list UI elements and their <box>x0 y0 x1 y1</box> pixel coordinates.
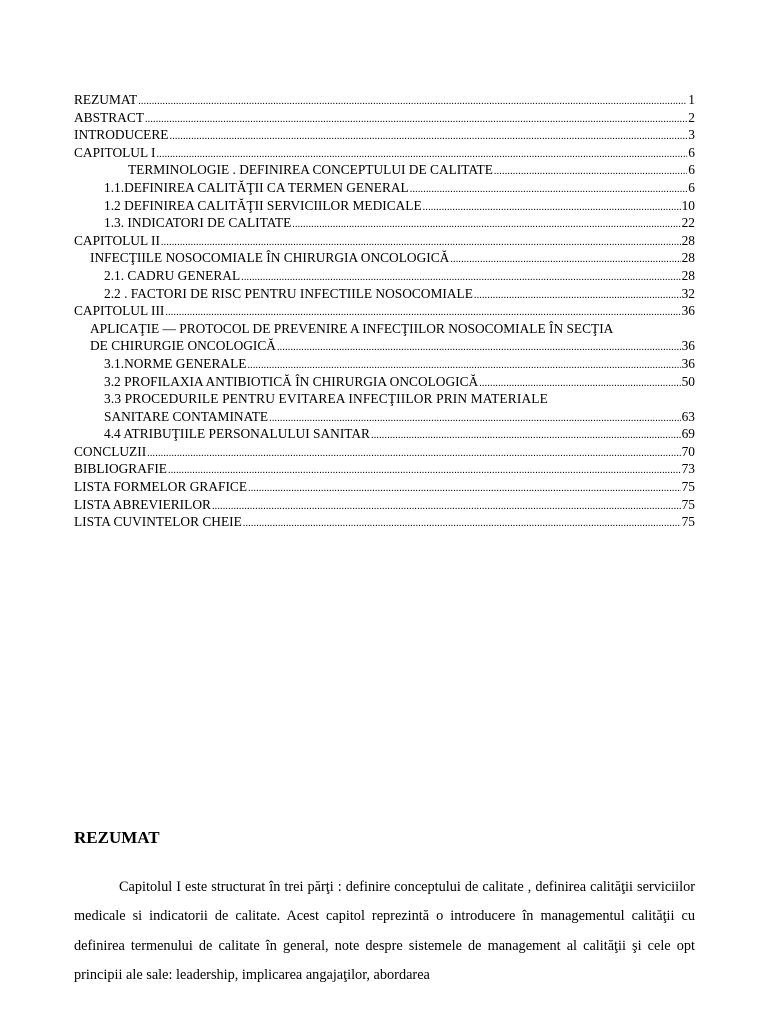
toc-entry-title: 2.1. CADRU GENERAL <box>104 267 241 283</box>
toc-entry[interactable] <box>74 302 695 320</box>
toc-entry-title: 1.3. INDICATORI DE CALITATE <box>104 215 292 231</box>
toc-entry-title: 4.4 ATRIBUŢIILE PERSONALULUI SANITAR <box>104 426 370 442</box>
toc-entry[interactable] <box>74 513 695 531</box>
toc-entry[interactable] <box>74 109 695 127</box>
toc-group-mid <box>74 355 695 390</box>
toc-entry-title: BIBLIOGRAFIE <box>74 461 167 477</box>
toc-entry-page: 63 <box>681 408 695 424</box>
dot-leader <box>494 163 687 181</box>
toc-entry-page: 50 <box>681 373 695 389</box>
toc-entry-page: 75 <box>681 496 695 512</box>
body-paragraph: Capitolul I este structurat în trei părţi : definire conceptului de calitate , definirea calităţii serviciilor medicale si indicatorii de calitate. Acest capitol reprezintă o introducere în managementul calităţii cu definirea termenului de calitate în general, note despre sistemele de management al calităţii şi cele opt principii ale sale: leadership, implicarea angajaţilor, abordarea <box>74 879 695 983</box>
toc-entry-title: CAPITOLUL II <box>74 232 160 248</box>
toc-entry[interactable] <box>74 214 695 232</box>
toc-entry-page: 10 <box>681 197 695 213</box>
toc-entry[interactable] <box>74 355 695 373</box>
toc-entry-title: INFECŢIILE NOSOCOMIALE ÎN CHIRURGIA ONCOLOGICĂ <box>90 250 450 266</box>
toc-entry-page: 6 <box>688 144 695 160</box>
dot-leader <box>145 111 687 129</box>
dot-leader <box>292 216 680 234</box>
table-of-contents <box>74 91 695 531</box>
toc-entry[interactable] <box>74 91 695 109</box>
toc-entry-title: ABSTRACT <box>74 109 144 125</box>
dot-leader <box>371 427 681 445</box>
toc-entry-title: SANITARE CONTAMINATE <box>104 408 269 424</box>
toc-entry-page: 6 <box>688 162 695 178</box>
toc-entry-title: 3.2 PROFILAXIA ANTIBIOTICĂ ÎN CHIRURGIA ONCOLOGICĂ <box>104 373 479 389</box>
dot-leader <box>423 199 681 217</box>
toc-entry[interactable] <box>74 443 695 461</box>
toc-entry-page: 73 <box>681 461 695 477</box>
toc-entry[interactable] <box>74 144 695 162</box>
toc-entry-line: 3.3 PROCEDURILE PENTRU EVITAREA INFECŢIILOR PRIN MATERIALE <box>104 391 548 407</box>
toc-entry-line: APLICAŢIE — PROTOCOL DE PREVENIRE A INFECŢIILOR NOSOCOMIALE ÎN SECŢIA <box>90 320 614 336</box>
dot-leader <box>248 480 681 498</box>
toc-entry-title: REZUMAT <box>74 92 138 107</box>
toc-entry-title: LISTA CUVINTELOR CHEIE <box>74 514 242 530</box>
dot-leader <box>169 128 687 146</box>
toc-entry-page: 69 <box>681 426 695 442</box>
toc-entry-page: 36 <box>681 338 695 354</box>
toc-entry-page: 75 <box>681 514 695 530</box>
toc-group-end <box>74 425 695 531</box>
toc-entry-page: 22 <box>681 215 695 231</box>
dot-leader <box>147 445 680 463</box>
toc-entry-title: 1.1.DEFINIREA CALITĂŢII CA TERMEN GENERAL <box>104 179 409 195</box>
toc-entry-3-3[interactable] <box>74 390 695 425</box>
toc-entry-line <box>104 408 695 426</box>
toc-entry-page: 6 <box>688 179 695 195</box>
toc-entry[interactable] <box>74 285 695 303</box>
toc-entry-title: CAPITOLUL III <box>74 303 165 319</box>
toc-entry[interactable] <box>74 179 695 197</box>
toc-entry[interactable] <box>74 197 695 215</box>
toc-entry[interactable] <box>74 496 695 514</box>
toc-entry-page: 1 <box>688 92 695 107</box>
toc-entry-title: LISTA ABREVIERILOR <box>74 496 211 512</box>
dot-leader <box>277 339 681 357</box>
dot-leader <box>243 515 681 533</box>
toc-entry-page: 36 <box>681 303 695 319</box>
toc-entry-title: CONCLUZII <box>74 443 147 459</box>
toc-entry[interactable] <box>74 425 695 443</box>
toc-group-main <box>74 91 695 320</box>
toc-entry-page: 28 <box>681 267 695 283</box>
toc-entry-title: CAPITOLUL I <box>74 144 156 160</box>
toc-entry[interactable] <box>74 249 695 267</box>
toc-entry-page: 3 <box>688 127 695 143</box>
toc-entry-title: TERMINOLOGIE . DEFINIREA CONCEPTULUI DE CALITATE <box>128 162 493 178</box>
dot-leader <box>410 181 688 199</box>
toc-entry[interactable] <box>74 478 695 496</box>
toc-entry-page: 32 <box>681 285 695 301</box>
dot-leader <box>474 287 681 305</box>
toc-entry-page: 70 <box>681 443 695 459</box>
dot-leader <box>450 251 680 269</box>
toc-entry[interactable] <box>74 126 695 144</box>
toc-entry-page: 75 <box>681 479 695 495</box>
toc-entry-page: 28 <box>681 250 695 266</box>
toc-entry-capitol-iii-title[interactable] <box>74 320 695 355</box>
toc-entry-page: 2 <box>688 109 695 125</box>
toc-entry-title: DE CHIRURGIE ONCOLOGICĂ <box>90 338 276 354</box>
toc-entry[interactable] <box>74 267 695 285</box>
dot-leader <box>212 498 681 516</box>
toc-entry-line <box>90 337 695 355</box>
toc-entry[interactable] <box>74 373 695 391</box>
section-heading: REZUMAT <box>74 828 160 847</box>
toc-entry[interactable] <box>74 232 695 250</box>
toc-entry-title: 3.1.NORME GENERALE <box>104 355 247 371</box>
toc-entry[interactable] <box>74 161 695 179</box>
toc-entry-page: 28 <box>681 232 695 248</box>
toc-entry-title: LISTA FORMELOR GRAFICE <box>74 479 248 495</box>
toc-entry[interactable] <box>74 460 695 478</box>
toc-entry-title: 1.2 DEFINIREA CALITĂŢII SERVICIILOR MEDICALE <box>104 197 422 213</box>
toc-entry-page: 36 <box>681 355 695 371</box>
dot-leader <box>138 93 687 111</box>
toc-entry-title: 2.2 . FACTORI DE RISC PENTRU INFECTIILE NOSOCOMIALE <box>104 285 473 301</box>
toc-entry-title: INTRODUCERE <box>74 127 169 143</box>
